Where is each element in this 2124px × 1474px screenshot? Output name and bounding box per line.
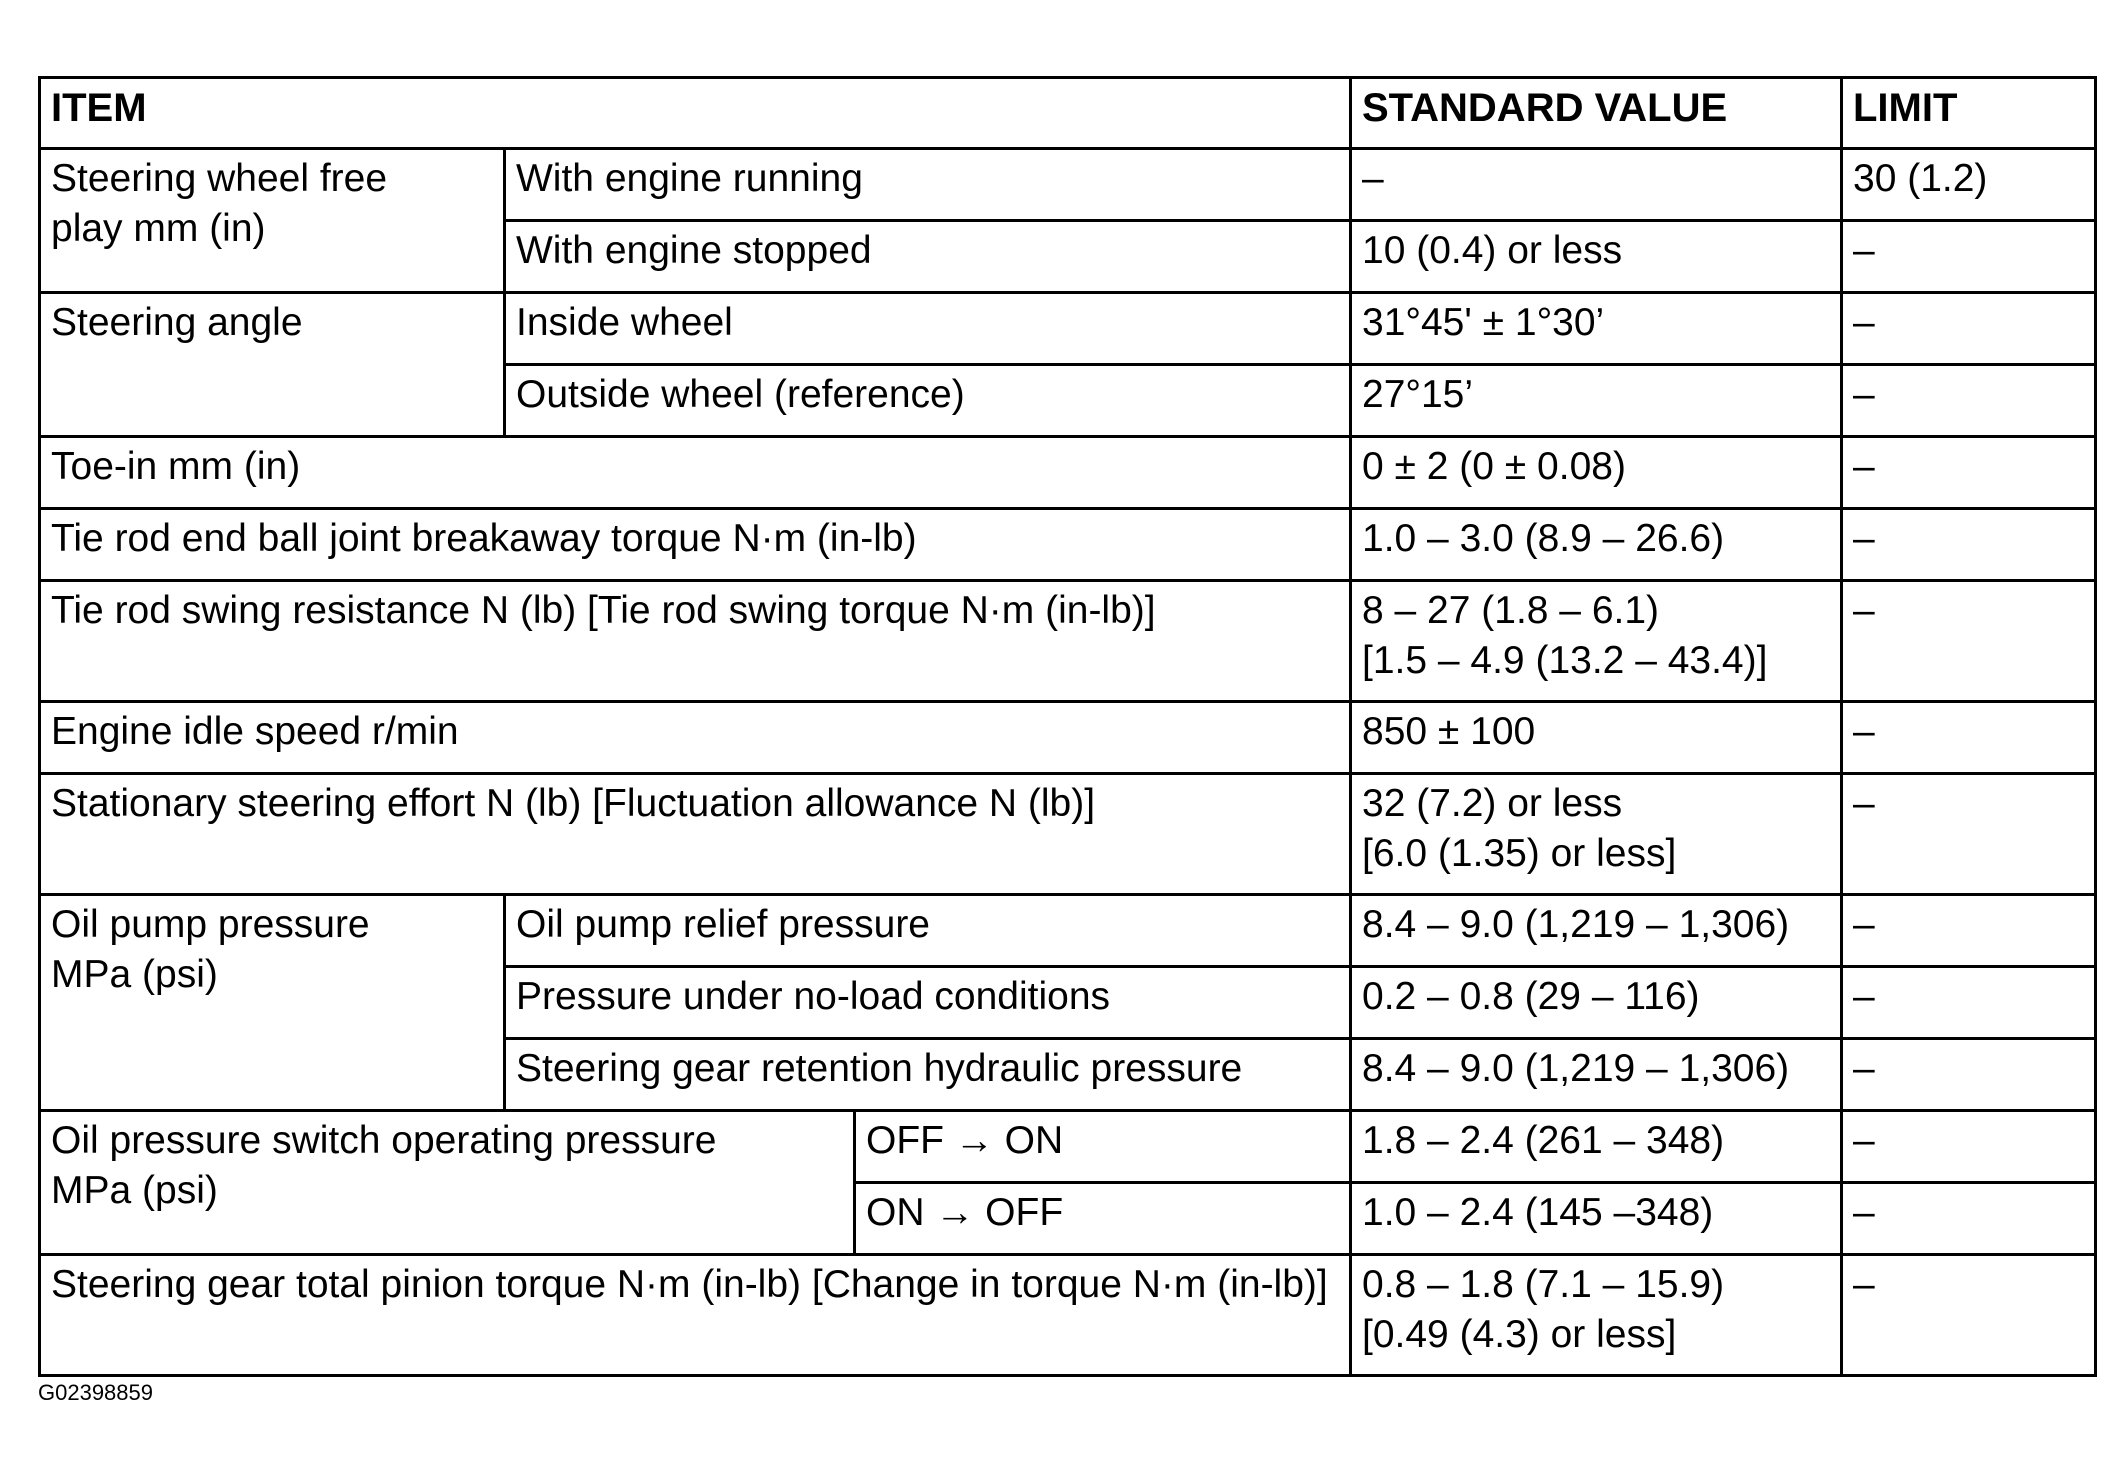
- limit-value: –: [1842, 293, 2096, 365]
- item-pinion-torque: Steering gear total pinion torque N·m (in-lb) [Change in torque N·m (in-lb)]: [40, 1255, 1351, 1376]
- item-oil-pump-pressure: Oil pump pressure MPa (psi): [40, 895, 505, 1111]
- standard-value: 0.2 – 0.8 (29 – 116): [1351, 967, 1842, 1039]
- limit-value: –: [1842, 221, 2096, 293]
- limit-value: –: [1842, 1183, 2096, 1255]
- item-steering-angle: Steering angle: [40, 293, 505, 437]
- specification-table: [38, 76, 2097, 1377]
- item-free-play: Steering wheel free play mm (in): [40, 149, 505, 293]
- header-limit: LIMIT: [1842, 78, 2096, 149]
- figure-id: G02398859: [38, 1380, 153, 1405]
- table-row: [40, 774, 2096, 895]
- table-row: [40, 1111, 2096, 1183]
- item-toe-in: Toe-in mm (in): [40, 437, 1351, 509]
- item-steering-effort: Stationary steering effort N (lb) [Fluctuation allowance N (lb)]: [40, 774, 1351, 895]
- standard-value: 8 – 27 (1.8 – 6.1) [1.5 – 4.9 (13.2 – 43.4)]: [1351, 581, 1842, 702]
- subitem-no-load-pressure: Pressure under no-load conditions: [505, 967, 1351, 1039]
- table-row: [40, 437, 2096, 509]
- standard-value: 850 ± 100: [1351, 702, 1842, 774]
- subitem-off-to-on: OFF → ON: [855, 1111, 1351, 1183]
- table-row: [40, 895, 2096, 967]
- limit-value: –: [1842, 581, 2096, 702]
- header-row: [40, 78, 2096, 149]
- limit-value: –: [1842, 702, 2096, 774]
- header-standard-value: STANDARD VALUE: [1351, 78, 1842, 149]
- item-oil-pressure-switch: Oil pressure switch operating pressure MPa (psi): [40, 1111, 855, 1255]
- table-row: [40, 509, 2096, 581]
- item-ball-joint-torque: Tie rod end ball joint breakaway torque N·m (in-lb): [40, 509, 1351, 581]
- subitem-engine-stopped: With engine stopped: [505, 221, 1351, 293]
- standard-value: 0 ± 2 (0 ± 0.08): [1351, 437, 1842, 509]
- limit-value: –: [1842, 967, 2096, 1039]
- table-row: [40, 293, 2096, 365]
- limit-value: –: [1842, 437, 2096, 509]
- item-swing-resistance: Tie rod swing resistance N (lb) [Tie rod swing torque N·m (in-lb)]: [40, 581, 1351, 702]
- standard-value: 31°45' ± 1°30’: [1351, 293, 1842, 365]
- limit-value: –: [1842, 365, 2096, 437]
- table-row: [40, 149, 2096, 221]
- limit-value: –: [1842, 1255, 2096, 1376]
- standard-value: 27°15’: [1351, 365, 1842, 437]
- limit-value: –: [1842, 509, 2096, 581]
- standard-value: 1.0 – 2.4 (145 –348): [1351, 1183, 1842, 1255]
- limit-value: –: [1842, 1039, 2096, 1111]
- subitem-retention-pressure: Steering gear retention hydraulic pressure: [505, 1039, 1351, 1111]
- subitem-relief-pressure: Oil pump relief pressure: [505, 895, 1351, 967]
- standard-value: 1.8 – 2.4 (261 – 348): [1351, 1111, 1842, 1183]
- subitem-inside-wheel: Inside wheel: [505, 293, 1351, 365]
- subitem-outside-wheel: Outside wheel (reference): [505, 365, 1351, 437]
- standard-value: 32 (7.2) or less [6.0 (1.35) or less]: [1351, 774, 1842, 895]
- table-row: [40, 581, 2096, 702]
- item-idle-speed: Engine idle speed r/min: [40, 702, 1351, 774]
- limit-value: 30 (1.2): [1842, 149, 2096, 221]
- table-row: [40, 1255, 2096, 1376]
- standard-value: 8.4 – 9.0 (1,219 – 1,306): [1351, 1039, 1842, 1111]
- standard-value: 8.4 – 9.0 (1,219 – 1,306): [1351, 895, 1842, 967]
- subitem-engine-running: With engine running: [505, 149, 1351, 221]
- limit-value: –: [1842, 895, 2096, 967]
- standard-value: 1.0 – 3.0 (8.9 – 26.6): [1351, 509, 1842, 581]
- standard-value: –: [1351, 149, 1842, 221]
- standard-value: 0.8 – 1.8 (7.1 – 15.9) [0.49 (4.3) or less]: [1351, 1255, 1842, 1376]
- subitem-on-to-off: ON → OFF: [855, 1183, 1351, 1255]
- header-item: ITEM: [40, 78, 1351, 149]
- limit-value: –: [1842, 774, 2096, 895]
- standard-value: 10 (0.4) or less: [1351, 221, 1842, 293]
- limit-value: –: [1842, 1111, 2096, 1183]
- table-row: [40, 702, 2096, 774]
